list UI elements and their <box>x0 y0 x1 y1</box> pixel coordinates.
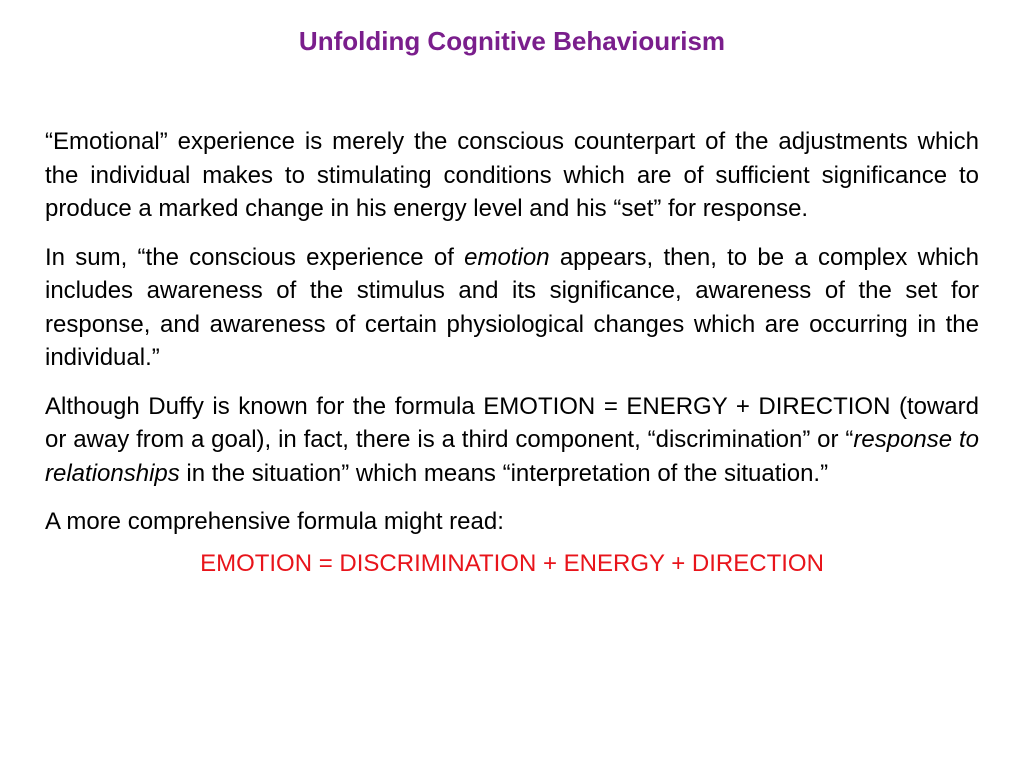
paragraph-in-sum <box>45 241 979 375</box>
paragraph-duffy-formula <box>45 390 979 491</box>
paragraph-text-after: appears, then, to be a complex which includes awareness of the stimulus and its significance, awareness of the set for response, and awareness of certain physiological changes which are occurring in the individual.” <box>45 243 979 371</box>
paragraph-text: “Emotional” experience is merely the conscious counterpart of the adjustments which the individual makes to stimulating conditions which are of sufficient significance to produce a marked change in his energy level and his “set” for response. <box>45 128 979 222</box>
paragraph-formula-intro <box>45 505 979 539</box>
emphasis-response-to-relationships: response to relationships <box>45 426 979 487</box>
paragraph-text: A more comprehensive formula might read: <box>45 508 504 535</box>
page-title: Unfolding Cognitive Behaviourism <box>298 26 726 56</box>
paragraph-text-before: Although Duffy is known for the formula EMOTION = ENERGY + DIRECTION (toward or away from a goal), in fact, there is a third component, “discrimination” or “ <box>45 392 979 453</box>
paragraph-text-before: In sum, “the conscious experience of <box>45 243 465 271</box>
paragraph-text-after: in the situation” which means “interpretation of the situation.” <box>179 459 829 487</box>
emphasis-emotion: emotion <box>464 243 550 271</box>
paragraph-emotional-experience <box>45 125 979 226</box>
emotion-formula: EMOTION = DISCRIMINATION + ENERGY + DIRECTION <box>200 549 824 577</box>
slide-body <box>45 125 979 580</box>
